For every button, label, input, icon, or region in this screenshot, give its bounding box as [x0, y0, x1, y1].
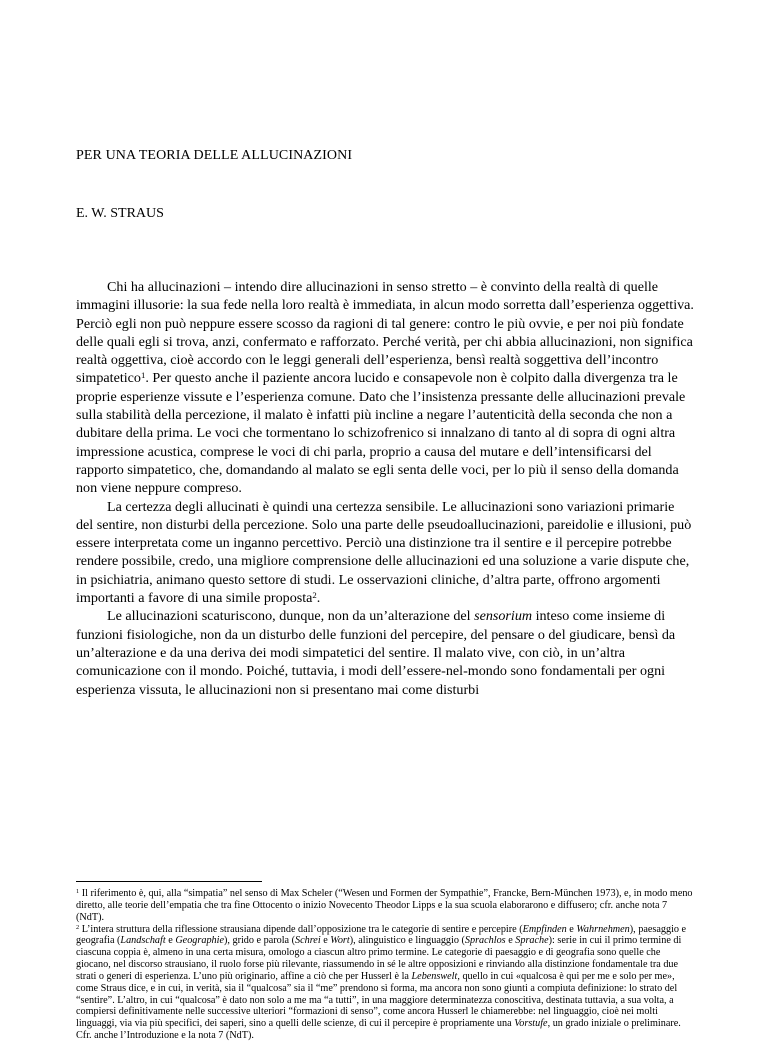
author-name: E. W. STRAUS: [76, 206, 164, 221]
footnote-2-text: ), grido e parola (: [224, 935, 295, 947]
footnote-2-text: e: [505, 935, 516, 947]
footnote-2-term: Vorstufe: [514, 1018, 548, 1030]
paragraph-3-emphasis: sensorium: [474, 608, 533, 625]
footnote-separator: [76, 881, 262, 882]
footnote-2-text: e: [566, 923, 577, 935]
footnote-2-term: Wahrnehmen: [576, 923, 630, 935]
footnote-2-term: Sprachlos: [464, 935, 506, 947]
footnote-2-text: e: [320, 935, 331, 947]
paragraph-1: [76, 278, 694, 498]
footnote-2-term: Geographie: [175, 935, 224, 947]
footnote-2-term: Landschaft: [120, 935, 166, 947]
footnotes: [76, 888, 694, 1042]
paragraph-3-text-b: inteso come insieme di funzioni fisiologiche, non da un disturbo delle funzioni del percepire, del pensare o del giudicare, bensì da un’alterazione e da una deriva dei modi simpatetici del sentire. Il malato vive, con ciò, in un’altra comunicazione con il mondo. Poiché, tuttavia, i modi dell’essere-nel-mondo sono fondamentali per ogni esperienza vissuta, le allucinazioni non si presentano mai come disturbi: [76, 608, 676, 698]
footnote-1-text: Il riferimento è, qui, alla “simpatia” nel senso di Max Scheler (“Wesen und Formen der Sympathie”, Francke, Bern-München 1973), e, in modo meno diretto, alle teorie dell’empatia che tra fine Ottocento o inizio Novecento Theodor Lipps e la sua scuola elaborarono e diffusero; cfr. anche nota 7 (NdT).: [76, 888, 693, 923]
footnote-2-text: , quello in cui «qualcosa è qui per me e solo per me», come Straus dice, e in cui, in verità, sia il “qualcosa” sia il “me” prendono sì forma, ma ancora non sono giunti a compiuta definizione: lo strato del “sentire”. L’altro, in cui “qualcosa” è dato non solo a me ma “a tutti”, in una maggiore determinatezza conoscitiva, destinata tuttavia, a sua volta, a compiersi definitivamente nelle successive ulteriori “formazioni di senso”, come ancora Husserl le chiamerebbe: nel linguaggio, cioè nei molti linguaggi, via via più specifici, dei saperi, sino a quelli delle scienze, di cui il percepire è propriamente una: [76, 970, 678, 1030]
paragraph-2: [76, 498, 694, 608]
footnote-2-text: ): serie in cui il primo termine di ciascuna coppia è, almeno in una certa misura, omologo a ciascun altro primo termine. Le categorie di paesaggio e di geografia sono quelle che giocano, nel discorso strausiano, il ruolo forse più rilevante, riassumendo in sé le altre opposizioni e rinviando alla distinzione fondamentale tra due strati o generi di esperienza. L’uno più originario, affine a ciò che per Husserl è la: [76, 935, 682, 982]
footnote-2: [76, 924, 694, 1042]
footnote-2-text: ), alinguistico e linguaggio (: [349, 935, 465, 947]
footnote-1: [76, 888, 694, 924]
paragraph-1-text-a: Chi ha allucinazioni – intendo dire allucinazioni in senso stretto – è convinto della realtà di quelle immagini illusorie: la sua fede nella loro realtà è immediata, in alcun modo sorretta dall’esperienza oggettiva. Perciò egli non può neppure essere scosso da ragioni di tal genere: contro le più ovvie, e per noi più fondate delle quali egli si trova, anzi, confermato e rafforzato. Perché verità, per chi abbia allucinazioni, non significa realtà oggettiva, cioè accordo con le leggi generali dell’esperienza, bensì realtà soggettiva dell’incontro simpatetico: [76, 279, 694, 387]
paragraph-1-text-b: . Per questo anche il paziente ancora lucido e consapevole non è colpito dalla divergenza tra le proprie esperienze vissute e l’esperienza comune. Dato che l’insistenza pressante delle allucinazioni prevale sulla stabilità della percezione, il malato è infatti più incline a negare l’autenticità della seconda che non a dubitare della prima. Le voci che tormentano lo schizofrenico si innalzano di tanto al di sopra di ogni altra impressione acustica, comprese le voci di chi parla, proprio a causa del mutare e dell’intensificarsi del rapporto simpatetico, che, domandando al malato se egli senta delle voci, per lo più il senso della domanda non viene neppure compreso.: [76, 370, 686, 497]
paragraph-3: [76, 607, 694, 698]
paragraph-3-text-a: Le allucinazioni scaturiscono, dunque, non da un’alterazione del: [107, 608, 475, 625]
footnote-2-term: Wort: [330, 935, 350, 947]
footnote-2-term: Schrei: [295, 935, 321, 947]
footnote-2-mark: 2: [76, 923, 80, 931]
paragraph-2-text-a: La certezza degli allucinati è quindi una certezza sensibile. Le allucinazioni sono variazioni primarie del sentire, non disturbi della percezione. Solo una parte delle pseudoallucinazioni, pareidolie e illusioni, può essere interpretata come un inganno percettivo. Perciò una distinzione tra il sentire e il percepire potrebbe rendere possibile, credo, una migliore comprensione delle allucinazioni ed una soluzione a varie dispute che, in psichiatria, animano questo settore di studi. Le osservazioni cliniche, d’altra parte, offrono argomenti importanti a favore di una simile proposta: [76, 498, 692, 607]
footnote-2-text: , un grado iniziale o preliminare. Cfr. anche l’Introduzione e la nota 7 (NdT).: [76, 1018, 681, 1042]
footnote-2-text: L’intera struttura della riflessione strausiana dipende dall’opposizione tra le categorie di sentire e percepire (: [79, 923, 523, 935]
paragraph-2-text-b: .: [316, 590, 321, 607]
body-text: [76, 278, 694, 699]
footnote-2-text: ), paesaggio e geografia (: [76, 923, 687, 947]
footnote-2-text: e: [165, 935, 176, 947]
footnote-1-mark: 1: [76, 888, 80, 896]
footnote-2-term: Empfinden: [522, 923, 567, 935]
footnote-2-term: Sprache: [515, 935, 549, 947]
footnote-2-term: Lebenswelt: [411, 970, 458, 982]
footnote-ref-2: 2: [312, 590, 317, 601]
document-title: PER UNA TEORIA DELLE ALLUCINAZIONI: [76, 148, 353, 163]
footnote-ref-1: 1: [140, 370, 146, 381]
